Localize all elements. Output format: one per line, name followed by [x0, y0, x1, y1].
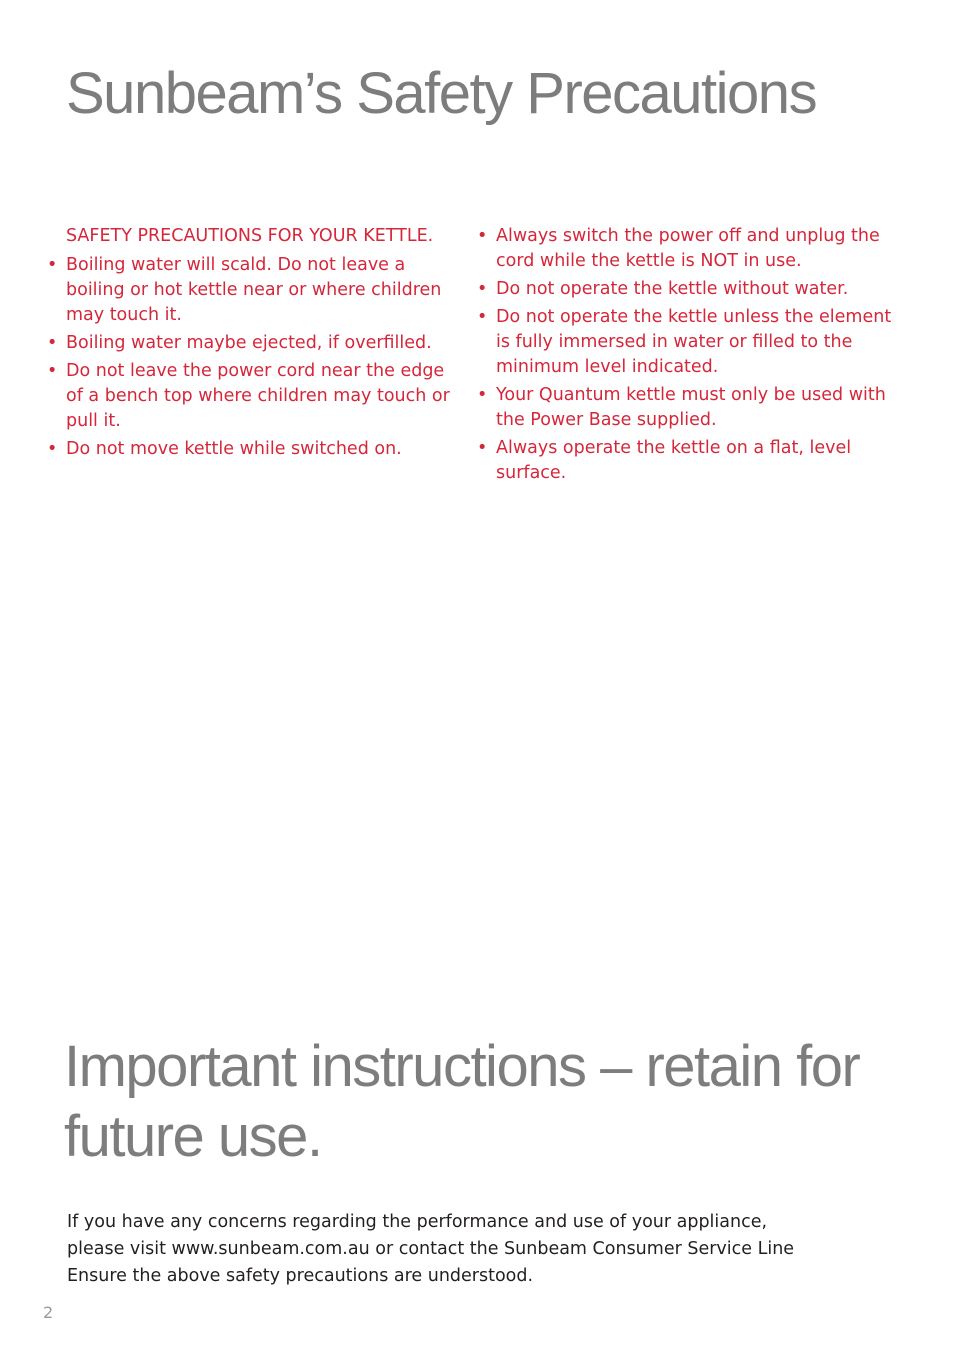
bullet-icon: • [477, 438, 488, 458]
page-title: Sunbeam’s Safety Precautions [66, 61, 817, 126]
bullet-icon: • [477, 226, 488, 246]
bullet-icon: • [47, 333, 58, 353]
page-number: 2 [43, 1303, 54, 1322]
list-item-text: Boiling water will scald. Do not leave a boiling or hot kettle near or where children may touch it. [66, 255, 442, 325]
list-item-text: Do not move kettle while switched on. [66, 439, 402, 459]
list-item-text: Do not leave the power cord near the edge of a bench top where children may touch or pull it. [66, 361, 450, 431]
list-item-text: Your Quantum kettle must only be used with the Power Base supplied. [496, 385, 886, 430]
bullet-icon: • [477, 385, 488, 405]
bullet-icon: • [47, 255, 58, 275]
service-info [67, 1209, 887, 1290]
list-item-text: Do not operate the kettle without water. [496, 279, 849, 299]
list-item-text: Always switch the power off and unplug the cord while the kettle is NOT in use. [496, 226, 880, 271]
list-item [47, 437, 462, 462]
bullet-icon: • [47, 361, 58, 381]
service-info-line: please visit www.sunbeam.com.au or contact the Sunbeam Consumer Service Line [67, 1239, 795, 1259]
list-item [477, 277, 897, 302]
list-item-text: Do not operate the kettle unless the element is fully immersed in water or filled to the minimum level indicated. [496, 307, 892, 377]
safety-column-right [477, 224, 897, 489]
list-item [47, 253, 462, 328]
list-item [477, 383, 897, 433]
list-item-text: Always operate the kettle on a flat, level surface. [496, 438, 852, 483]
list-item [477, 224, 897, 274]
safety-list-left [47, 253, 462, 462]
list-item [477, 436, 897, 486]
safety-heading: SAFETY PRECAUTIONS FOR YOUR KETTLE. [66, 226, 434, 246]
important-instructions-title: Important instructions – retain for future use. [64, 1034, 860, 1169]
bullet-icon: • [47, 439, 58, 459]
service-info-line: If you have any concerns regarding the performance and use of your appliance, [67, 1212, 768, 1232]
safety-list-right [477, 224, 897, 486]
list-item [47, 359, 462, 434]
list-item [47, 331, 462, 356]
bullet-icon: • [477, 279, 488, 299]
bullet-icon: • [477, 307, 488, 327]
safety-column-left [47, 224, 462, 465]
list-item-text: Boiling water maybe ejected, if overfilled. [66, 333, 432, 353]
list-item [477, 305, 897, 380]
service-info-line: Ensure the above safety precautions are understood. [67, 1266, 534, 1286]
